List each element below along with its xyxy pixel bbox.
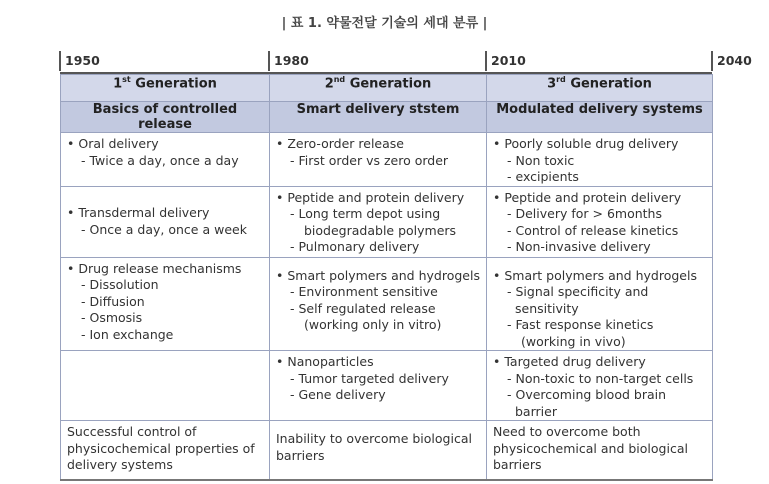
sub-item: - First order vs zero order	[276, 153, 480, 170]
bullet-item: • Smart polymers and hydrogels	[493, 268, 706, 285]
sub-item: - Gene delivery	[276, 387, 480, 404]
summary-line: Inability to overcome biological	[276, 431, 472, 446]
table-cell	[61, 257, 270, 351]
bullet-item: • Oral delivery	[67, 136, 263, 153]
table-cell	[61, 133, 270, 187]
bullet-item: • Drug release mechanisms	[67, 261, 263, 278]
sub-item: - Osmosis	[67, 310, 263, 327]
sub-item-continuation: (working only in vitro)	[304, 317, 442, 332]
sub-item: - Delivery for > 6months	[493, 206, 706, 223]
sub-item: - Self regulated release	[276, 301, 480, 318]
sub-item: - Pulmonary delivery	[276, 239, 480, 256]
bullet-item: • Peptide and protein delivery	[493, 190, 706, 207]
sub-item: - excipients	[493, 169, 706, 186]
sub-item: - Environment sensitive	[276, 284, 480, 301]
sub-item: - Dissolution	[67, 277, 263, 294]
generation-subtitle: Modulated delivery systems	[487, 102, 713, 133]
summary-line: physicochemical properties of	[67, 440, 255, 456]
sub-item: - Ion exchange	[67, 327, 263, 344]
table-cell	[270, 351, 487, 421]
sub-item: - Non-toxic to non-target cells	[493, 371, 706, 388]
year-label: 1950	[62, 50, 100, 72]
sub-item: - Diffusion	[67, 294, 263, 311]
sub-item: - Non-invasive delivery	[493, 239, 706, 256]
sub-item: - Control of release kinetics	[493, 223, 706, 240]
sub-item-continuation: (working in vivo)	[521, 333, 626, 349]
table-cell	[487, 186, 713, 257]
bullet-item: • Smart polymers and hydrogels	[276, 268, 480, 285]
generation-header: 1st Generation	[61, 75, 270, 102]
sub-item: - Twice a day, once a day	[67, 153, 263, 170]
generation-table	[60, 74, 713, 481]
table-caption: | 표 1. 약물전달 기술의 세대 분류 |	[281, 16, 488, 31]
generation-subtitle: Basics of controlled release	[61, 102, 270, 133]
sub-item: - Overcoming blood brain barrier	[493, 387, 706, 420]
summary-line: barriers	[276, 447, 325, 463]
table-cell	[270, 186, 487, 257]
summary-line: physicochemical and biological	[493, 440, 688, 456]
year-label: 2040	[714, 50, 752, 72]
summary-line: Need to overcome both	[493, 424, 641, 439]
bullet-item: • Transdermal delivery	[67, 205, 263, 222]
sub-item: - Tumor targeted delivery	[276, 371, 480, 388]
generation-header: 3rd Generation	[487, 75, 713, 102]
sub-item: - Signal specificity and sensitivity	[493, 284, 706, 317]
generation-header: 2nd Generation	[270, 75, 487, 102]
sub-item-continuation: biodegradable polymers	[304, 222, 457, 238]
sub-item: - Non toxic	[493, 153, 706, 170]
table-cell	[487, 351, 713, 421]
table-cell	[270, 257, 487, 351]
summary-cell	[487, 421, 713, 481]
bullet-item: • Peptide and protein delivery	[276, 190, 480, 207]
summary-cell	[270, 421, 487, 481]
year-label: 2010	[488, 50, 526, 72]
table-cell-empty	[61, 351, 270, 421]
table-cell	[487, 257, 713, 351]
table-cell	[487, 133, 713, 187]
table-cell	[270, 133, 487, 187]
sub-item: - Long term depot using	[276, 206, 480, 223]
sub-item: - Once a day, once a week	[67, 222, 263, 239]
sub-item: - Fast response kinetics	[493, 317, 706, 334]
bullet-item: • Poorly soluble drug delivery	[493, 136, 706, 153]
bullet-item: • Targeted drug delivery	[493, 354, 706, 371]
summary-line: Successful control of	[67, 424, 197, 439]
summary-cell	[61, 421, 270, 481]
bullet-item: • Zero-order release	[276, 136, 480, 153]
summary-line: barriers	[493, 457, 542, 472]
year-label: 1980	[271, 50, 309, 72]
bullet-item: • Nanoparticles	[276, 354, 480, 371]
generation-subtitle: Smart delivery ststem	[270, 102, 487, 133]
summary-line: delivery systems	[67, 457, 173, 472]
timeline	[62, 50, 762, 72]
table-cell	[61, 186, 270, 257]
